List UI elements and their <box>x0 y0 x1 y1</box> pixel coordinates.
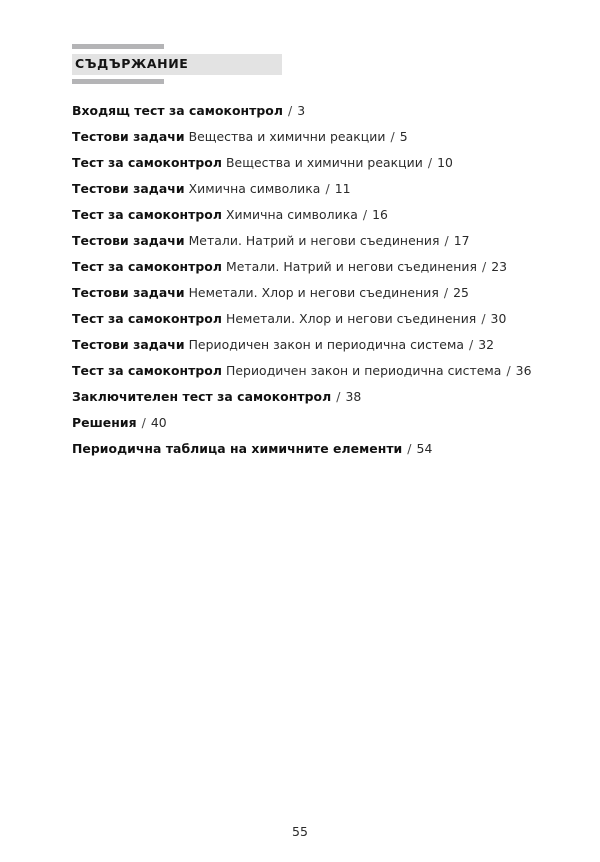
toc-entry[interactable] <box>72 358 542 384</box>
toc-entry-separator: / <box>390 129 395 144</box>
toc-entry-separator: / <box>443 285 449 300</box>
header-rule-top <box>72 44 164 49</box>
toc-entry-page-number: 32 <box>478 337 495 352</box>
toc-entry-subtitle: Периодичен закон и периодична система <box>226 363 502 378</box>
toc-entry-page-number: 11 <box>334 181 351 196</box>
toc-entry[interactable] <box>72 306 542 332</box>
toc-entry[interactable] <box>72 150 542 176</box>
toc-entry-title: Тест за самоконтрол <box>72 311 222 326</box>
toc-entry-title: Решения <box>72 415 137 430</box>
toc-entry-separator: / <box>427 155 433 170</box>
toc-entry-title: Тест за самоконтрол <box>72 155 222 170</box>
toc-entry-page-number: 54 <box>416 441 433 456</box>
table-of-contents-header <box>72 44 512 84</box>
toc-entry[interactable] <box>72 436 542 462</box>
toc-entry-separator: / <box>362 207 368 222</box>
toc-entry-title: Входящ тест за самоконтрол <box>72 103 283 118</box>
toc-entry[interactable] <box>72 384 542 410</box>
toc-entry-title: Тестови задачи <box>72 285 185 300</box>
toc-entry-subtitle: Химична символика <box>188 181 321 196</box>
toc-entry[interactable] <box>72 124 542 150</box>
toc-entry[interactable] <box>72 410 542 436</box>
toc-entry-separator: / <box>336 389 341 404</box>
toc-entry[interactable] <box>72 98 542 124</box>
toc-entry-page-number: 10 <box>437 155 453 170</box>
toc-entry[interactable] <box>72 280 542 306</box>
toc-entry-subtitle: Метали. Натрий и негови съединения <box>188 233 440 248</box>
toc-entry-page-number: 40 <box>150 415 167 430</box>
toc-entry-separator: / <box>469 337 474 352</box>
toc-entry-page-number: 16 <box>372 207 388 222</box>
toc-entry-page-number: 25 <box>453 285 469 300</box>
toc-entry-title: Тестови задачи <box>72 181 185 196</box>
toc-entry-separator: / <box>288 103 293 118</box>
toc-entry-subtitle: Метали. Натрий и негови съединения <box>226 259 477 274</box>
toc-entry-separator: / <box>141 415 146 430</box>
page-title: СЪДЪРЖАНИЕ <box>75 56 189 72</box>
toc-entry-page-number: 23 <box>491 259 508 274</box>
toc-entry-title: Тестови задачи <box>72 337 185 352</box>
toc-entry-subtitle: Периодичен закон и периодична система <box>188 337 464 352</box>
toc-entry-title: Тест за самоконтрол <box>72 363 222 378</box>
toc-entry-page-number: 38 <box>345 389 362 404</box>
table-of-contents-list <box>72 98 542 462</box>
toc-entry-page-number: 5 <box>399 129 408 144</box>
toc-entry-title: Тестови задачи <box>72 233 185 248</box>
toc-entry-separator: / <box>481 311 486 326</box>
page-number: 55 <box>292 824 308 839</box>
toc-entry-subtitle: Неметали. Хлор и негови съединения <box>226 311 477 326</box>
toc-entry[interactable] <box>72 254 542 280</box>
toc-entry-subtitle: Вещества и химични реакции <box>188 129 386 144</box>
header-title-strip <box>72 54 282 75</box>
toc-entry-title: Периодична таблица на химичните елементи <box>72 441 403 456</box>
toc-entry[interactable] <box>72 332 542 358</box>
toc-entry-title: Заключителен тест за самоконтрол <box>72 389 332 404</box>
toc-entry[interactable] <box>72 176 542 202</box>
toc-entry-subtitle: Неметали. Хлор и негови съединения <box>188 285 439 300</box>
toc-entry-title: Тестови задачи <box>72 129 185 144</box>
toc-entry-separator: / <box>444 233 449 248</box>
toc-entry-page-number: 30 <box>490 311 507 326</box>
toc-entry-title: Тест за самоконтрол <box>72 207 222 222</box>
toc-entry-page-number: 36 <box>515 363 532 378</box>
toc-entry-page-number: 3 <box>297 103 306 118</box>
toc-entry-subtitle: Химична символика <box>226 207 358 222</box>
toc-entry-separator: / <box>325 181 330 196</box>
toc-entry-separator: / <box>506 363 511 378</box>
toc-entry-subtitle: Вещества и химични реакции <box>226 155 423 170</box>
toc-entry-separator: / <box>407 441 412 456</box>
header-rule-bottom <box>72 79 164 84</box>
toc-entry-separator: / <box>481 259 487 274</box>
toc-entry-page-number: 17 <box>453 233 470 248</box>
toc-entry[interactable] <box>72 202 542 228</box>
toc-entry-title: Тест за самоконтрол <box>72 259 222 274</box>
toc-entry[interactable] <box>72 228 542 254</box>
